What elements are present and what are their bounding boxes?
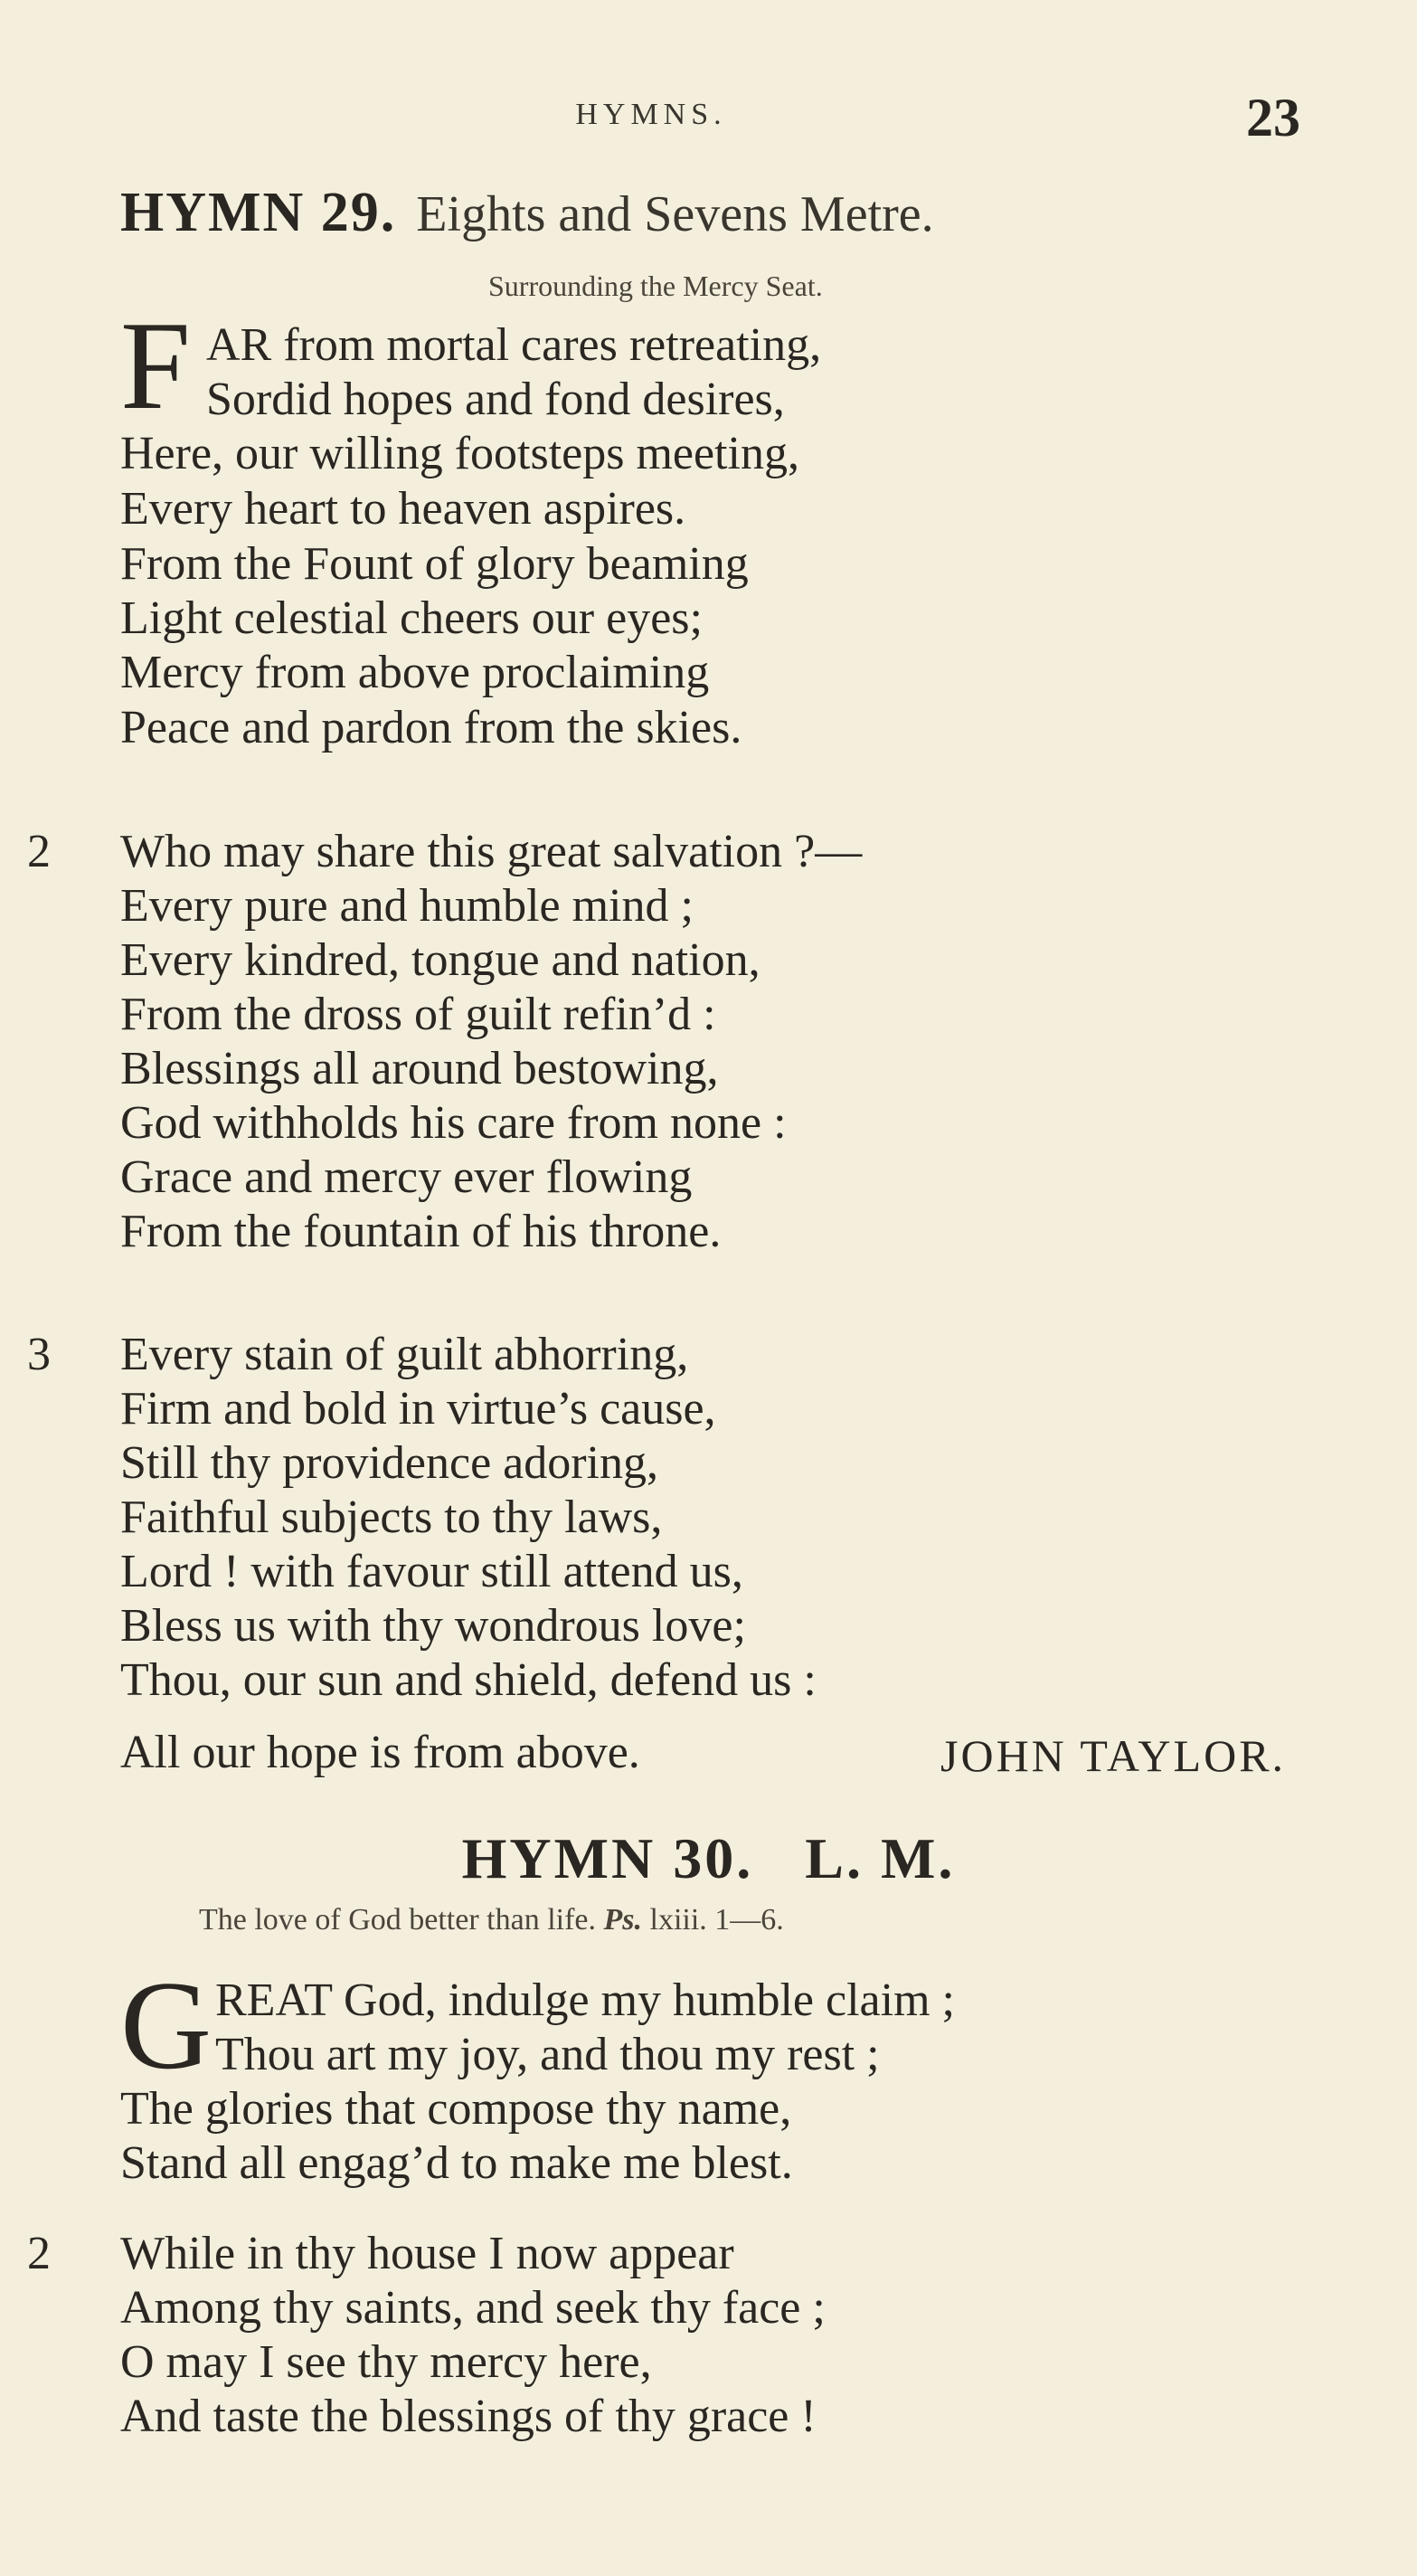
verse-line: Lord ! with favour still attend us, xyxy=(120,1546,743,1597)
verse-line: Thou art my joy, and thou my rest ; xyxy=(215,2029,880,2080)
verse-line: God withholds his care from none : xyxy=(120,1097,787,1149)
verse-line: Blessings all around bestowing, xyxy=(120,1043,719,1094)
scripture-book: Ps. xyxy=(603,1903,643,1937)
hymn-29-metre: Eights and Sevens Metre. xyxy=(416,186,934,242)
hymn-29-heading xyxy=(120,181,934,245)
hymn-30-subtitle-text: The love of God better than life. xyxy=(199,1903,597,1937)
verse-line: Who may share this great salvation ?— xyxy=(120,826,863,877)
verse-line: Light celestial cheers our eyes; xyxy=(120,592,703,644)
verse-line: Here, our willing footsteps meeting, xyxy=(120,428,799,479)
verse-line: All our hope is from above. xyxy=(120,1727,640,1778)
drop-cap: F xyxy=(120,296,191,436)
verse-line: Mercy from above proclaiming xyxy=(120,647,710,698)
page-number: 23 xyxy=(1246,88,1300,147)
verse-line: And taste the blessings of thy grace ! xyxy=(120,2391,817,2442)
drop-cap: G xyxy=(120,1956,213,2096)
verse-line: AR from mortal cares retreating, xyxy=(206,319,822,371)
verse-line: Faithful subjects to thy laws, xyxy=(120,1492,663,1543)
verse-line: The glories that compose thy name, xyxy=(120,2083,792,2135)
verse-line: Peace and pardon from the skies. xyxy=(120,702,742,753)
verse-line: Sordid hopes and fond desires, xyxy=(206,374,785,425)
hymn-29-author: JOHN TAYLOR. xyxy=(940,1730,1287,1781)
verse-line: Firm and bold in virtue’s cause, xyxy=(120,1383,716,1435)
hymn-29-title: HYMN 29. xyxy=(120,182,397,243)
verse-line: Every kindred, tongue and nation, xyxy=(120,934,760,986)
verse-line: Grace and mercy ever flowing xyxy=(120,1151,693,1203)
verse-line: From the dross of guilt refin’d : xyxy=(120,989,716,1040)
hymn-30-heading xyxy=(0,1825,1417,1892)
stanza-number: 3 xyxy=(27,1329,51,1380)
verse-line: From the fountain of his throne. xyxy=(120,1206,722,1257)
verse-line: Stand all engag’d to make me blest. xyxy=(120,2137,793,2189)
scripture-verses: lxiii. 1—6. xyxy=(649,1903,784,1937)
verse-line: From the Fount of glory beaming xyxy=(120,538,749,590)
verse-line: Thou, our sun and shield, defend us : xyxy=(120,1654,817,1706)
stanza-number: 2 xyxy=(27,2228,51,2279)
verse-line: Every pure and humble mind ; xyxy=(120,880,694,932)
verse-line: Every stain of guilt abhorring, xyxy=(120,1329,689,1380)
verse-line: Still thy providence adoring, xyxy=(120,1437,659,1489)
verse-line: Bless us with thy wondrous love; xyxy=(120,1600,746,1652)
running-header: HYMNS. xyxy=(575,98,727,131)
stanza-number: 2 xyxy=(27,826,51,877)
verse-line: While in thy house I now appear xyxy=(120,2228,734,2279)
verse-line: Among thy saints, and seek thy face ; xyxy=(120,2282,826,2334)
hymn-29-subtitle: Surrounding the Mercy Seat. xyxy=(488,270,823,302)
verse-line: REAT God, indulge my humble claim ; xyxy=(215,1975,955,2026)
hymn-30-subtitle xyxy=(199,1903,784,1937)
verse-line: Every heart to heaven aspires. xyxy=(120,483,686,535)
hymn-30-title: HYMN 30. L. M. xyxy=(461,1826,956,1890)
verse-line: O may I see thy mercy here, xyxy=(120,2336,652,2388)
